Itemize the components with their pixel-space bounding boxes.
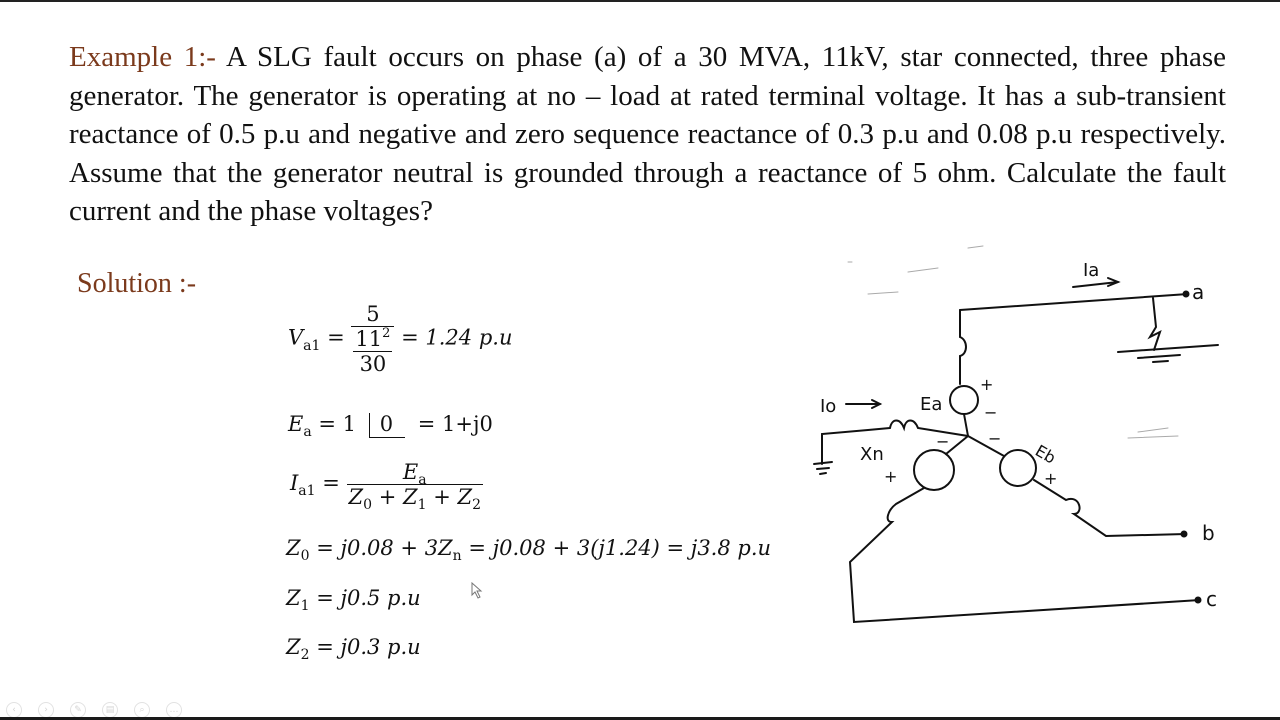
equation-ea: $E_a = 1$ 0 = 1+j0: [288, 412, 493, 440]
winding-a: [960, 310, 966, 384]
xn-label: Xn: [860, 444, 884, 465]
slideshow-toolbar: [6, 702, 182, 718]
svg-text:−: −: [988, 429, 1002, 448]
mouse-cursor-icon: [471, 582, 485, 600]
problem-text: A SLG fault occurs on phase (a) of a 30 MVA, 11kV, star connected, three phase generator. The generator is operating at no – load at rated terminal voltage. It has a sub-transient reactance of 0.5 p.u and negative and zero sequence reactance of 0.3 p.u and 0.08 p.u respectively. Assume that the generator neutral is grounded through a reactance of 5 ohm. Calculate the fault current and the phase voltages?: [69, 41, 1226, 227]
ea-label: Ea: [920, 394, 943, 415]
scan-noise: [848, 246, 1178, 438]
equation-z0: $Z_0 = j0.08 + 3Z_n = j0.08 + 3(j1.24) = j3.8$ p.u: [286, 536, 772, 564]
va1-fraction: $\frac{5}{\frac{11^2}{30}}$: [351, 302, 394, 376]
source-eb: [1000, 450, 1036, 486]
label-a: a: [1192, 280, 1205, 304]
source-ea: [950, 386, 978, 414]
prev-icon[interactable]: ‹: [6, 702, 22, 718]
label-b: b: [1202, 521, 1215, 545]
equation-z2: $Z_2 = j0.3$ p.u: [286, 635, 421, 663]
zoom-icon[interactable]: ⌕: [134, 702, 150, 718]
io-label: Io: [820, 396, 837, 417]
svg-text:+: +: [980, 375, 994, 394]
phase-c-line: [850, 488, 1200, 622]
generator-circuit-diagram: [808, 232, 1248, 642]
terminal-b: [1182, 532, 1187, 537]
terminal-a: [1184, 292, 1189, 297]
top-border: [0, 0, 1280, 2]
fault-symbol: [1150, 298, 1160, 350]
svg-text:−: −: [984, 403, 998, 422]
angle-symbol: 0: [369, 413, 405, 438]
phase-b-line: [1034, 480, 1186, 536]
label-c: c: [1206, 587, 1217, 611]
svg-text:+: +: [884, 467, 898, 486]
next-icon[interactable]: ›: [38, 702, 54, 718]
solution-label: Solution :-: [77, 268, 197, 299]
terminal-c: [1196, 598, 1201, 603]
equation-z1: $Z_1 = j0.5$ p.u: [286, 586, 421, 614]
pen-icon[interactable]: ✎: [70, 702, 86, 718]
example-label: Example 1:-: [69, 41, 216, 73]
ia1-fraction: $\frac{E_a}{Z_0 + Z_1 + Z_2}$: [348, 460, 481, 513]
problem-statement: [69, 38, 1226, 231]
fault-ground: [1118, 345, 1218, 362]
menu-icon[interactable]: ▤: [102, 702, 118, 718]
eb-label: Eb: [1032, 441, 1060, 468]
equation-va1: $V_{a1}$ = $\frac{5}{\frac{11^2}{30}}$ = 1.24 p.u: [288, 302, 513, 376]
svg-text:+: +: [1044, 469, 1058, 488]
winding-a-lower: [964, 414, 968, 436]
neutral-ground: [814, 462, 832, 474]
equation-ia1: $I_{a1}$ = $\frac{E_a}{Z_0 + Z_1 + Z_2}$: [290, 460, 481, 513]
svg-text:−: −: [936, 432, 950, 451]
more-icon[interactable]: …: [166, 702, 182, 718]
source-ec: [914, 450, 954, 490]
ia-label: Ia: [1083, 260, 1100, 281]
